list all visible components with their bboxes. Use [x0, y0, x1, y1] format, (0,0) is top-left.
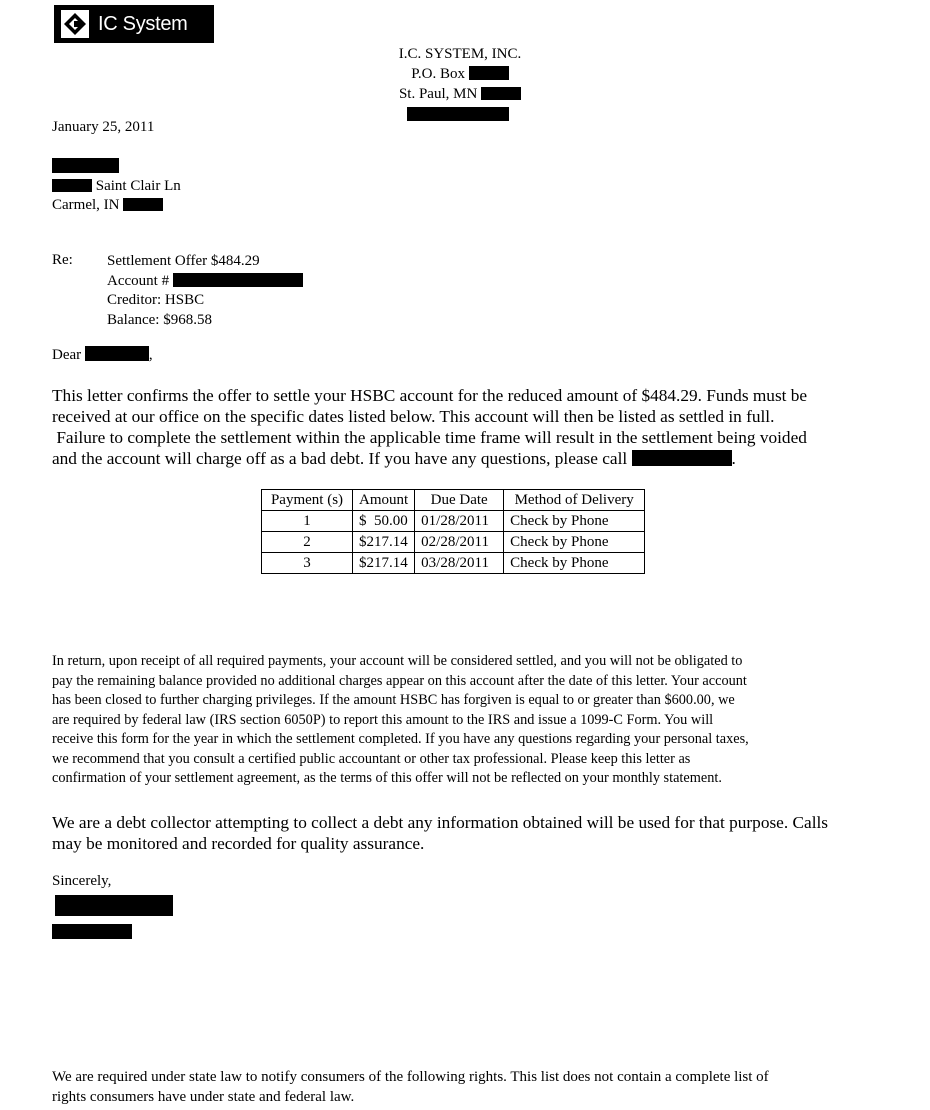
terms-paragraph: In return, upon receipt of all required payments, your account will be considered settled, and you will not be obligated to pay the remaining balance provided no additional charges appear on this account after the date of this letter. Your account has been closed to further charging privileges. If the amount HSBC has forgiven is equal to or greater than $600.00, we are required by federal law (IRS section 6050P) to report this amount to the IRS and issue a 1099-C Form. You will receive this form for the year in which the settlement completed. If you have any questions regarding your personal taxes, we recommend that you consult a certified public accountant or other tax professional. Please keep this letter as confirmation of your settlement agreement, as the terms of this offer will not be reflected on your monthly statement. [52, 653, 749, 786]
column-header: Payment (s) [262, 490, 353, 511]
payment-amount: $217.14 [353, 553, 415, 574]
payment-due-date: 03/28/2011 [415, 553, 504, 574]
table-row [262, 532, 645, 553]
payment-number: 3 [262, 553, 353, 574]
redaction-box [173, 273, 303, 287]
state-law-notice: We are required under state law to notify consumers of the following rights. This list does not contain a complete list of rights consumers have under state and federal law. [52, 1069, 769, 1105]
payment-number: 1 [262, 511, 353, 532]
column-header: Amount [353, 490, 415, 511]
payment-method: Check by Phone [504, 532, 645, 553]
payment-due-date: 01/28/2011 [415, 511, 504, 532]
payment-number: 2 [262, 532, 353, 553]
redaction-box [632, 450, 732, 466]
settlement-paragraph: This letter confirms the offer to settle your HSBC account for the reduced amount of $484.29. Funds must be received at our office on the specific dates listed below. This account will then be listed as settled in full. Failure to complete the settlement within the applicable time frame will result in the settlement being voided and the account will charge off as a bad debt. If you have any questions, please call . [52, 386, 808, 468]
redaction-box [481, 87, 521, 100]
redaction-box [52, 179, 92, 192]
salutation: Dear , [52, 347, 153, 363]
recipient-name [52, 158, 181, 177]
payment-schedule-table [261, 489, 645, 574]
settlement-offer: Settlement Offer $484.29 [107, 253, 260, 269]
payment-due-date: 02/28/2011 [415, 532, 504, 553]
recipient-city: Carmel, IN [52, 196, 181, 215]
letter-date: January 25, 2011 [52, 119, 155, 135]
re-details [107, 252, 303, 330]
table-header-row [262, 490, 645, 511]
column-header: Due Date [415, 490, 504, 511]
logo-text: IC System [98, 12, 188, 35]
signer-name-redaction [52, 924, 132, 939]
payment-amount: $ 50.00 [353, 511, 415, 532]
sender-city: St. Paul, MN [380, 84, 540, 104]
recipient-address [52, 158, 181, 215]
signature-redaction [55, 895, 173, 916]
sender-name: I.C. SYSTEM, INC. [398, 46, 522, 62]
table-row [262, 553, 645, 574]
payment-method: Check by Phone [504, 511, 645, 532]
payment-method: Check by Phone [504, 553, 645, 574]
company-logo [54, 5, 214, 43]
sender-address [380, 44, 540, 124]
table-row [262, 511, 645, 532]
ic-system-logo-icon [60, 9, 90, 39]
balance: Balance: $968.58 [107, 311, 212, 328]
re-label: Re: [52, 252, 73, 268]
redaction-box [469, 66, 509, 80]
creditor: Creditor: HSBC [107, 292, 205, 308]
redaction-box [123, 198, 163, 211]
account-number: Account # [107, 272, 303, 292]
recipient-street: Saint Clair Ln [52, 177, 181, 196]
sender-po-box: P.O. Box [380, 64, 540, 84]
redaction-box [85, 346, 149, 361]
redaction-box [52, 158, 119, 173]
sender-zip [380, 104, 540, 124]
payment-amount: $217.14 [353, 532, 415, 553]
closing: Sincerely, [52, 873, 112, 889]
debt-collector-notice: We are a debt collector attempting to collect a debt any information obtained will be used for that purpose. Calls may be monitored and recorded for quality assurance. [52, 813, 829, 853]
redaction-box [407, 107, 509, 121]
column-header: Method of Delivery [504, 490, 645, 511]
